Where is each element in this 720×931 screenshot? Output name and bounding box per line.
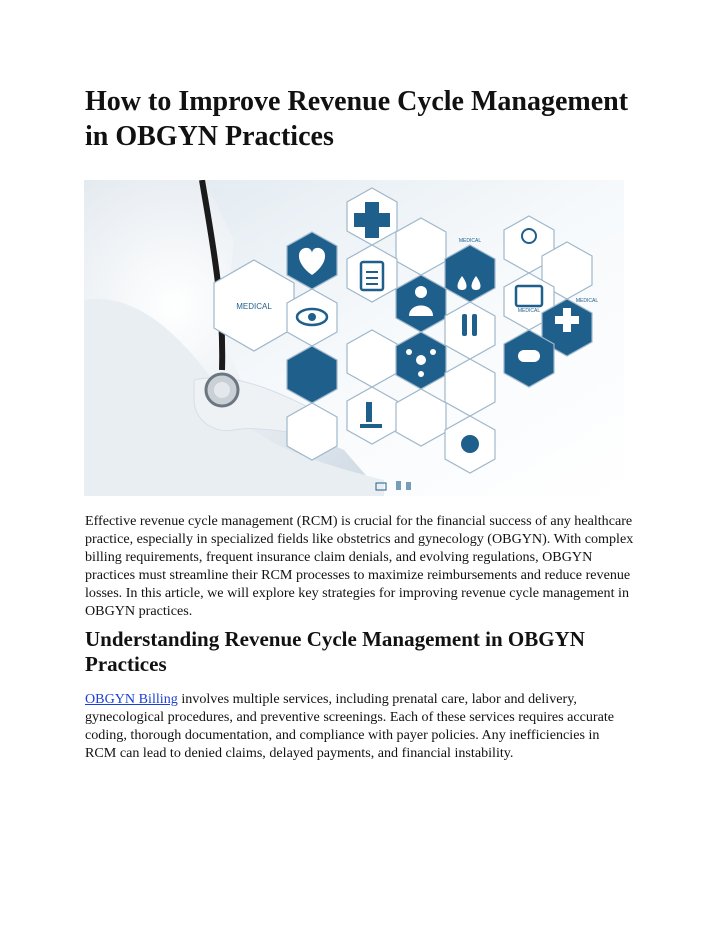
hero-image [84, 180, 624, 496]
section-heading: Understanding Revenue Cycle Management in OBGYN Practices [85, 627, 585, 676]
hero-label-medical-far: MEDICAL [575, 298, 599, 304]
obgyn-billing-link[interactable]: OBGYN Billing [85, 691, 178, 707]
section-paragraph-text: involves multiple services, including prenatal care, labor and delivery, gynecological procedures, and preventive screenings. Each of these services requires accurate coding, thorough documentation, and compliance with payer policies. Any inefficiencies in RCM can lead to denied claims, delayed payments, and financial instability. [85, 691, 615, 761]
hero-label-medical-top: MEDICAL [458, 238, 482, 244]
section-paragraph [85, 691, 633, 763]
hero-label-medical-right: MEDICAL [517, 308, 541, 314]
intro-paragraph: Effective revenue cycle management (RCM) is crucial for the financial success of any healthcare practice, especially in specialized fields like obstetrics and gynecology (OBGYN). With complex billing requirements, frequent insurance claim denials, and evolving regulations, OBGYN practices must streamline their RCM processes to maximize reimbursements and reduce revenue losses. In this article, we will explore key strategies for improving revenue cycle management in OBGYN practices. [85, 513, 634, 619]
hero-label-medical-main: MEDICAL [236, 302, 272, 311]
article-title: How to Improve Revenue Cycle Management in OBGYN Practices [85, 86, 629, 152]
